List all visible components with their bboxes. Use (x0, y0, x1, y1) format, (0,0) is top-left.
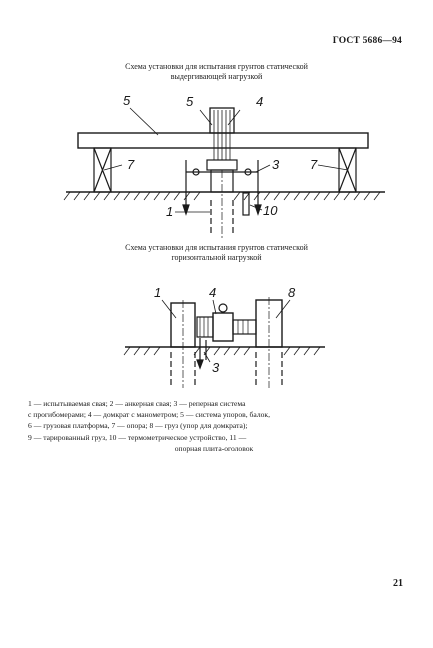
legend (28, 398, 400, 454)
fig1-label-3: 3 (272, 157, 280, 172)
legend-line: 1 — испытываемая свая; 2 — анкерная свая; 3 — реперная система (28, 399, 246, 408)
figure1-caption-line2: выдергивающей нагрузкой (170, 72, 263, 81)
figure2-caption-line2: горизонтальной нагрузкой (171, 253, 262, 262)
legend-line: 9 — тарированный груз, 10 — термометрическое устройство, 11 — (28, 432, 247, 442)
fig1-label-7-right: 7 (310, 157, 318, 172)
legend-line: с прогибомерами; 4 — домкрат с манометром; 5 — система упоров, балок, (28, 410, 270, 420)
standard-code: ГОСТ 5686—94 (332, 36, 402, 46)
fig2-label-4: 4 (209, 285, 217, 300)
fig2-label-3: 3 (212, 360, 220, 375)
figure2-caption-line1: Схема установки для испытания грунтов статической (125, 243, 308, 252)
fig1-label-5-right: 5 (186, 94, 194, 109)
legend-line: 6 — грузовая платформа, 7 — опора; 8 — груз (упор для домкрата); (28, 421, 248, 431)
fig1-label-1: 1 (166, 204, 174, 219)
fig2-label-1: 1 (154, 285, 162, 300)
fig1-label-5-left: 5 (123, 93, 131, 108)
ground-hatching-2 (124, 347, 320, 355)
figure1-caption-line1: Схема установки для испытания грунтов статической (125, 62, 308, 71)
page-number: 21 (393, 578, 403, 589)
fig2-label-8: 8 (288, 285, 296, 300)
fig1-label-7-left: 7 (127, 157, 135, 172)
fig1-label-4: 4 (256, 94, 264, 109)
fig1-label-10: 10 (263, 203, 278, 218)
legend-line: опорная плита-оголовок (174, 443, 254, 453)
